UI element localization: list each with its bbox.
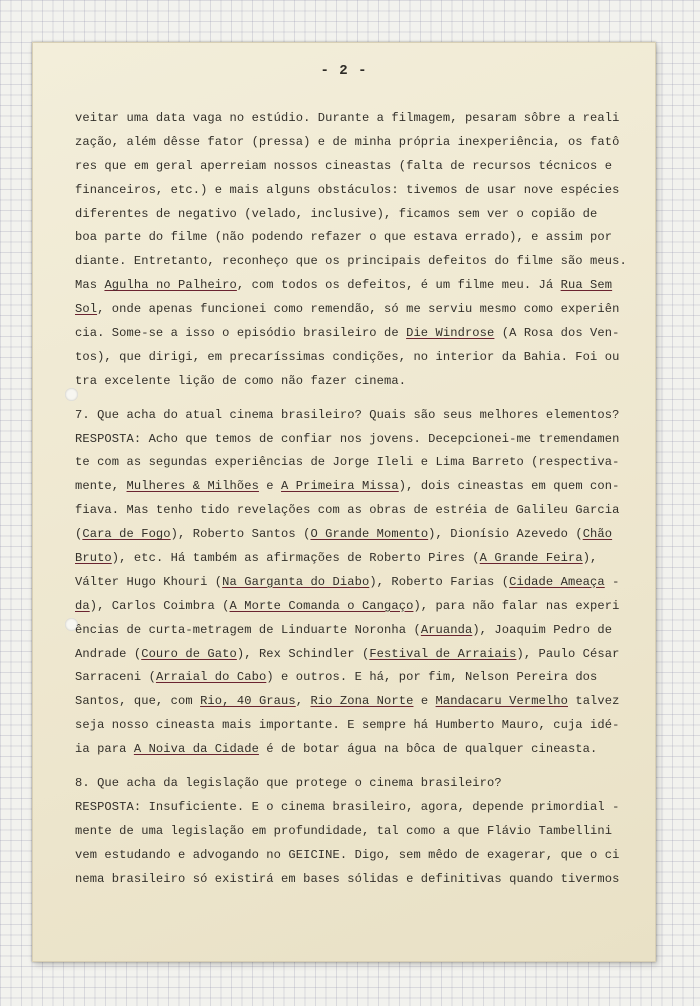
film-title: Cara de Fogo [82, 527, 171, 542]
page-number: - 2 - [320, 63, 368, 79]
text-line: tos), que dirigi, em precaríssimas condições, no interior da Bahia. Foi ou [75, 349, 620, 364]
film-title: Festival de Arraiais [369, 646, 517, 661]
film-title: A Morte Comanda o Cangaço [229, 598, 414, 613]
text-line: tra excelente lição de como não fazer cinema. [75, 373, 407, 388]
text-line: zação, além dêsse fator (pressa) e de minha própria inexperiência, os fatô [75, 134, 620, 149]
film-title: Agulha no Palheiro [104, 278, 237, 293]
text-line: Andrade (Couro de Gato), Rex Schindler (Festival de Arraiais), Paulo César [75, 646, 620, 661]
text-line: diferentes de negativo (velado, inclusive), ficamos sem ver o copião de [75, 206, 598, 221]
film-title: Rua Sem [560, 278, 613, 293]
film-title: Sol [75, 302, 98, 317]
film-title: Couro de Gato [141, 646, 237, 661]
text-line: mente, Mulheres & Milhões e A Primeira Missa), dois cineastas em quem con- [75, 479, 620, 494]
question-8: 8. Que acha da legislação que protege o cinema brasileiro? [75, 776, 502, 791]
text-line: ências de curta-metragem de Linduarte Noronha (Aruanda), Joaquim Pedro de [75, 622, 613, 637]
film-title: Chão [582, 527, 613, 542]
film-title: Rio, 40 Graus [200, 694, 296, 709]
text-line: te com as segundas experiências de Jorge Ileli e Lima Barreto (respectiva- [75, 455, 620, 470]
text-line: ia para A Noiva da Cidade é de botar água na bôca de qualquer cineasta. [75, 742, 598, 757]
text-line: boa parte do filme (não podendo refazer o que estava errado), e assim por [75, 230, 613, 245]
film-title: O Grande Momento [310, 527, 429, 542]
text-line: diante. Entretanto, reconheço que os principais defeitos do filme são meus. [75, 254, 627, 269]
film-title: da [75, 598, 90, 613]
text-line: Bruto), etc. Há também as afirmações de Roberto Pires (A Grande Feira), [75, 551, 598, 566]
text-line: Santos, que, com Rio, 40 Graus, Rio Zona Norte e Mandacaru Vermelho talvez [75, 694, 620, 709]
typewritten-page [32, 42, 656, 962]
text-line: Sol, onde apenas funcionei como remendão, só me serviu mesmo como experiên [75, 302, 620, 317]
text-line: da), Carlos Coimbra (A Morte Comanda o Cangaço), para não falar nas experi [75, 598, 620, 613]
film-title: Mandacaru Vermelho [435, 694, 568, 709]
text-line: Sarraceni (Arraial do Cabo) e outros. E há, por fim, Nelson Pereira dos [75, 670, 598, 685]
text-line: fiava. Mas tenho tido revelações com as obras de estréia de Galileu Garcia [75, 503, 620, 518]
text-line: nema brasileiro só existirá em bases sólidas e definitivas quando tivermos [75, 871, 620, 886]
film-title: Rio Zona Norte [310, 694, 414, 709]
text-line: Válter Hugo Khouri (Na Garganta do Diabo), Roberto Farias (Cidade Ameaça - [75, 574, 620, 589]
text-line: res que em geral aperreiam nossos cineastas (falta de recursos técnicos e [75, 158, 613, 173]
film-title: A Primeira Missa [281, 479, 399, 494]
answer-label: RESPOSTA: [75, 799, 142, 814]
film-title: Arraial do Cabo [155, 670, 267, 685]
film-title: Cidade Ameaça [509, 574, 605, 589]
answer-label: RESPOSTA: [75, 431, 142, 446]
text-line: (Cara de Fogo), Roberto Santos (O Grande Momento), Dionísio Azevedo (Chão [75, 527, 613, 542]
text-line: Mas Agulha no Palheiro, com todos os defeitos, é um filme meu. Já Rua Sem [75, 278, 613, 293]
film-title: Bruto [75, 551, 112, 566]
film-title: A Grande Feira [479, 551, 583, 566]
text-line: financeiros, etc.) e mais alguns obstáculos: tivemos de usar nove espécies [75, 182, 620, 197]
text-line: veitar uma data vaga no estúdio. Durante a filmagem, pesaram sôbre a reali [75, 111, 620, 125]
page-body [75, 107, 625, 892]
film-title: Mulheres & Milhões [126, 479, 259, 494]
text-line: vem estudando e advogando no GEICINE. Digo, sem mêdo de exagerar, que o ci [75, 847, 620, 862]
text-line: RESPOSTA: Acho que temos de confiar nos jovens. Decepcionei-me tremendamen [75, 431, 620, 446]
film-title: Aruanda [420, 622, 473, 637]
film-title: A Noiva da Cidade [133, 742, 259, 757]
text-line: cia. Some-se a isso o episódio brasileiro de Die Windrose (A Rosa dos Ven- [75, 326, 620, 341]
question-7: 7. Que acha do atual cinema brasileiro? Quais são seus melhores elementos? [75, 407, 620, 422]
film-title: Na Garganta do Diabo [222, 574, 370, 589]
text-line: RESPOSTA: Insuficiente. E o cinema brasileiro, agora, depende primordial - [75, 799, 620, 814]
text-line: mente de uma legislação em profundidade, tal como a que Flávio Tambellini [75, 823, 613, 838]
film-title: Die Windrose [406, 326, 495, 341]
text-line: seja nosso cineasta mais importante. E sempre há Humberto Mauro, cuja idé- [75, 718, 620, 733]
